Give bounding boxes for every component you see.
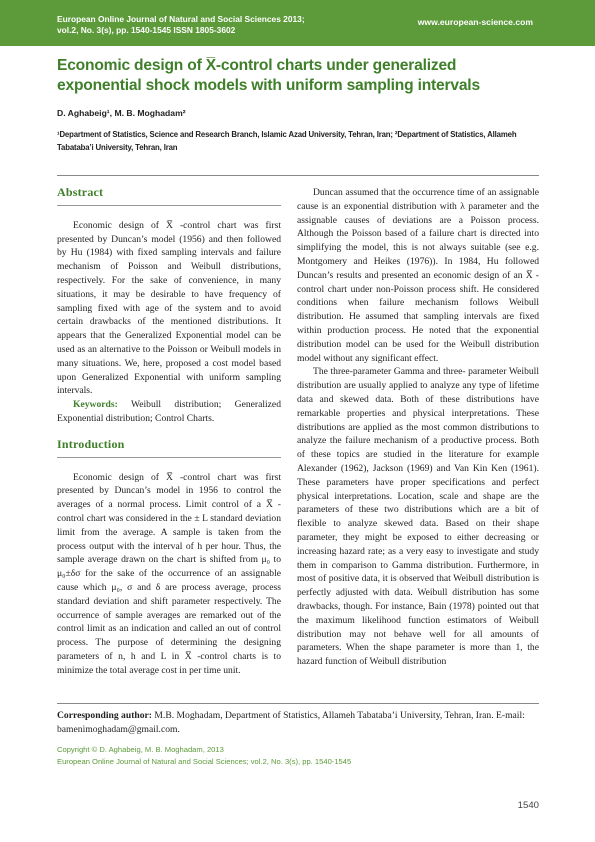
introduction-text: Economic design of X̅ -control chart was first presented by Duncan’s model in 1956 to control the averages of a normal process. Limit control of a X̅ -control chart was considered in the ± L standard deviation limit from the average. A sample is taken from the process output with the interval of h per hour. Thus, the sample average drawn on the chart is shifted from μ₀ to μ₀±δσ for the sake of the occurrence of an assignable cause which μ₀, σ and δ are process average, process standard deviation and shift parameter respectively. The occurrence of sample averages are remarked out of the control limit as an indication and called an out of control process. The purpose of determining the designing parameters of n, h and L in X̅ -control charts is to minimize the total average cost in per time unit.	[57, 471, 281, 676]
footer-divider	[57, 703, 539, 704]
journal-line-1: European Online Journal of Natural and Social Sciences 2013;	[57, 14, 305, 24]
journal-website-link[interactable]: www.european-science.com	[417, 17, 533, 27]
body-paragraph-2: The three-parameter Gamma and three- parameter Weibull distribution are usually applied to analyze any type of lifetime data and skewed data. Both of these distributions have remarkable properties and physical interpretations. These distributions are applied as the most common distributions to analyze the failure mechanism of a productive process. Both of these topics are studied in the literature for example Alexander (1962), Jackson (1969) and Van Kin Ken (1961). These parameters have proper specifications and perfect physical interpretations. Location, scale and shape are the parameters of these two distributions which are a bit of flexible to analyze skewed data. Based on their shape parameter, they might be exposed to either decreasing or increasing hazard rate; as a very easy to investigate and study them in comparison to Gamma distribution. Furthermore, in most of positive data, it is observed that Weibull distribution is perfectly adjusted with data. Weibull distribution has some drawbacks, though. For instance, Bain (1978) pointed out that the maximum likelihood function estimators of Weibull distribution may not behave well for all amounts of parameters. When the shape parameter is more than 1, the hazard function of Weibull distribution	[297, 366, 539, 668]
author-list: D. Aghabeig¹, M. B. Moghadam²	[57, 108, 186, 118]
page-number: 1540	[517, 800, 539, 811]
left-column	[57, 186, 281, 678]
journal-line-2: vol.2, No. 3(s), pp. 1540-1545 ISSN 1805-3602	[57, 25, 236, 35]
corresponding-author-label: Corresponding author:	[57, 710, 152, 721]
keywords-label: Keywords:	[73, 399, 118, 411]
abstract-heading: Abstract	[57, 186, 281, 206]
article-title: Economic design of X̅-control charts under generalized exponential shock models with uniform sampling intervals	[57, 57, 480, 94]
keywords-text: Weibull distribution; Generalized Exponential distribution; Control Charts.	[57, 399, 281, 424]
abstract-text: Economic design of X̅ -control chart was first presented by Duncan’s model (1956) and then followed by Hu (1984) with fixed sampling intervals and failure mechanism of Poisson and Weibull distributions, respectively. For the sake of convenience, in many situations, it may be desirable to have frequency of sampling fixed with age of the system and to avoid certain drawbacks of the mentioned distributions. It appears that the Generalized Exponential model can be used as an alternative to the Poisson or Weibull models in many situations. We, here, proposed a cost model based upon Generalized Exponential with uniform sampling intervals.	[57, 219, 281, 397]
journal-citation	[57, 14, 305, 36]
right-column	[297, 186, 539, 669]
copyright-line: Copyright © D. Aghabeig, M. B. Moghadam, 2013	[57, 745, 224, 754]
keywords-paragraph	[57, 398, 281, 426]
corresponding-author-note	[57, 709, 539, 737]
corresponding-author-text: M.B. Moghadam, Department of Statistics, Allameh Tabataba’i University, Tehran, Iran. E-mail: bamenimoghadam@gmail.com.	[57, 710, 525, 735]
author-affiliations: ¹Department of Statistics, Science and Research Branch, Islamic Azad University, Tehran, Iran; ²Department of Statistics, Allameh Tabataba’i University, Tehran, Iran	[57, 130, 517, 152]
body-paragraph-1: Duncan assumed that the occurrence time of an assignable cause is an exponential distribution with λ parameter and the assignable causes of deviations are a Poisson process. Although the Poisson based of a failure chart is directed into simplifying the model, this is not always suitable (see e.g. Montgomery and Heikes (1976)). In 1984, Hu followed Duncan’s results and presented an economic design of an X̅ -control chart under non-Poisson process shift. He considered conditions when failure mechanism follows Weibull distribution. He assumed that sampling intervals are fixed within production process. He noted that the exponential distribution model can be used for the Weibull distribution model without any significant effect.	[297, 187, 539, 364]
citation-line: European Online Journal of Natural and Social Sciences; vol.2, No. 3(s), pp. 1540-1545	[57, 756, 352, 766]
journal-header-band	[0, 0, 595, 46]
copyright-block	[57, 744, 351, 767]
header-divider	[57, 175, 539, 176]
introduction-heading: Introduction	[57, 438, 281, 458]
